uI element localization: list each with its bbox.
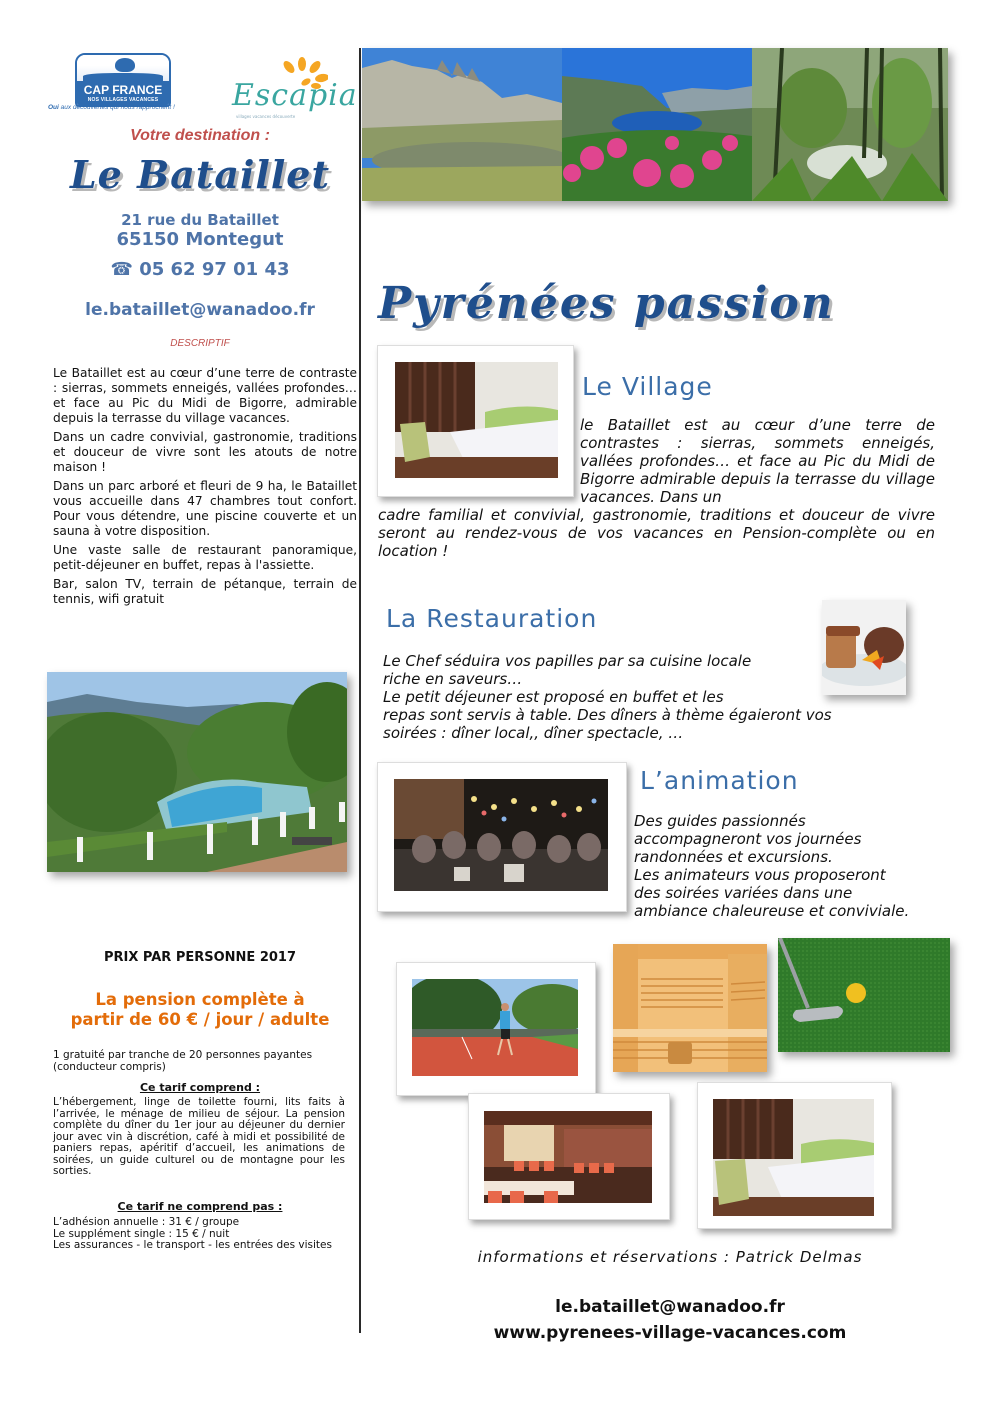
evening-terrace-photo (394, 779, 608, 891)
price-main-line2: partir de 60 € / jour / adulte (70, 1010, 330, 1029)
excludes-item: Le supplément single : 15 € / nuit (53, 1227, 230, 1240)
description-paragraph: Dans un cadre convivial, gastronomie, traditions et douceur de vivre sont les atouts de notre maison ! (53, 430, 357, 474)
dining-hall-photo (484, 1111, 652, 1203)
mini-golf-photo (778, 938, 950, 1052)
email-link-right[interactable]: le.bataillet@wanadoo.fr (555, 1297, 785, 1317)
restauration-line: Le petit déjeuner est proposé en buffet et les (383, 688, 724, 706)
pool-image (47, 672, 347, 872)
sauna-image (613, 944, 767, 1072)
sauna-photo (613, 944, 767, 1072)
animation-photo-frame (377, 762, 627, 912)
tagline-bold: Oui (48, 104, 59, 111)
cap-france-name: CAP FRANCE (83, 83, 163, 97)
address-city: 65150 Montegut (116, 229, 284, 250)
excludes-list (53, 1217, 345, 1252)
gratuite-note: 1 gratuité par tranche de 20 personnes payantes (conducteur compris) (53, 1049, 313, 1073)
animation-text (634, 812, 959, 920)
tennis-court-photo (412, 979, 578, 1076)
section-title-restauration: La Restauration (386, 604, 598, 633)
tree-icon (115, 58, 135, 72)
cap-france-band (77, 81, 169, 105)
bedroom-photo-2 (713, 1099, 874, 1216)
bedroom-photo (395, 362, 558, 478)
hill-icon (83, 73, 163, 81)
restauration-line: repas sont servis à table. Des dîners à thème égaieront vos (383, 706, 832, 724)
bedroom-image-2 (713, 1099, 874, 1216)
cap-france-tagline (48, 104, 208, 111)
phone-number: 05 62 97 01 43 (139, 259, 290, 280)
garden-bamboo-photo (752, 48, 948, 201)
escapia-logo (228, 56, 358, 122)
dish-image (822, 600, 906, 695)
village-photo-frame (377, 345, 574, 497)
price-title: PRIX PAR PERSONNE 2017 (103, 950, 297, 965)
bedroom-image (395, 362, 558, 478)
restauration-line: soirées : dîner local,, dîner spectacle, … (383, 724, 684, 742)
section-title-animation: L’animation (640, 766, 799, 795)
animation-line: Les animateurs vous proposeront (634, 866, 886, 884)
excludes-item: Les assurances - le transport - les entrées des visites (53, 1239, 332, 1251)
description (53, 366, 357, 611)
main-title: Pyrénées passion (378, 278, 835, 329)
golf-image (778, 938, 950, 1052)
terrace-image (394, 779, 608, 891)
banner-photos (362, 48, 948, 201)
description-paragraph: Bar, salon TV, terrain de pétanque, terrain de tennis, wifi gratuit (53, 577, 357, 606)
restauration-line: Le Chef séduira vos papilles par sa cuisine locale (383, 652, 752, 670)
email-link-left[interactable]: le.bataillet@wanadoo.fr (85, 300, 315, 320)
rhododendron-lake-photo (562, 48, 752, 201)
escapia-name: Escapia (232, 78, 358, 113)
description-paragraph: Le Bataillet est au cœur d’une terre de contraste : sierras, sommets enneigés, vallées profondes… et face au Pic du Midi de Bigorre, admirable depuis la terrasse du village vacances. (53, 366, 357, 425)
cap-france-subtitle: NOS VILLAGES VACANCES (87, 97, 159, 103)
animation-line: ambiance chaleureuse et conviviale. (634, 902, 910, 920)
descriptif-label: DESCRIPTIF (170, 338, 230, 349)
dining-image (484, 1111, 652, 1203)
tagline-rest: aux découvertes qui nous rapprochent ! (60, 104, 175, 111)
includes-heading: Ce tarif comprend : (139, 1081, 261, 1094)
destination-label: Votre destination : (130, 127, 270, 144)
venue-title: Le Bataillet (69, 152, 331, 197)
price-main-line1: La pension complète à (95, 990, 305, 1009)
animation-line: randonnées et excursions. (634, 848, 833, 866)
description-paragraph: Dans un parc arboré et fleuri de 9 ha, le Bataillet vous accueille dans 47 chambres tout confort. Pour vous détendre, une piscine couverte et un sauna à votre disposition. (53, 479, 357, 538)
restauration-line: riche en saveurs… (383, 670, 523, 688)
village-text-part1: le Bataillet est au cœur d’une terre de contrastes : sierras, sommets enneigés, vallées profondes… et face au Pic du Midi de Bigorre admirable depuis la terrasse du village vacances. Dans un (580, 416, 935, 506)
bedroom-photo-frame (697, 1082, 892, 1229)
escapia-subtitle: villages vacances découverte (236, 114, 296, 119)
village-text-part2: cadre familial et convivial, gastronomie, traditions et douceur de vivre seront au rendez-vous de vos vacances en Pension-complète ou en location ! (378, 506, 935, 560)
description-paragraph: Une vaste salle de restaurant panoramique, petit-déjeuner en buffet, repas à l'assiette. (53, 543, 357, 572)
dining-photo-frame (468, 1093, 670, 1220)
animation-line: accompagneront vos journées (634, 830, 862, 848)
dish-photo (822, 600, 906, 695)
address-street: 21 rue du Bataillet (121, 211, 279, 229)
price-main (40, 990, 360, 1030)
excludes-item: L’adhésion annuelle : 31 € / groupe (53, 1216, 240, 1228)
animation-line: Des guides passionnés (634, 812, 806, 830)
phone (40, 259, 360, 280)
section-title-village: Le Village (582, 372, 713, 401)
website-link[interactable]: www.pyrenees-village-vacances.com (493, 1323, 847, 1343)
excludes-heading: Ce tarif ne comprend pas : (117, 1200, 283, 1213)
logo-scene (77, 55, 169, 81)
info-line: informations et réservations : Patrick Delmas (477, 1248, 863, 1266)
cap-france-logo (75, 53, 171, 107)
covered-pool-photo (47, 672, 347, 872)
tennis-photo-frame (396, 962, 596, 1096)
tennis-image (412, 979, 578, 1076)
telephone-icon: ☎ (110, 259, 133, 280)
animation-line: des soirées variées dans une (634, 884, 853, 902)
includes-text: L’hébergement, linge de toilette fourni, lits faits à l’arrivée, le ménage de milieu de séjour. La pension complète du dîner du 1er jour au déjeuner du dernier jour avec vin à discrétion, café à midi et possibilité de paniers repas, apéritif d’accueil, les animations de soirées, un guide culturel ou de montagne pour les sorties. (53, 1096, 345, 1177)
mountain-lake-photo (362, 48, 562, 201)
address (40, 211, 360, 249)
